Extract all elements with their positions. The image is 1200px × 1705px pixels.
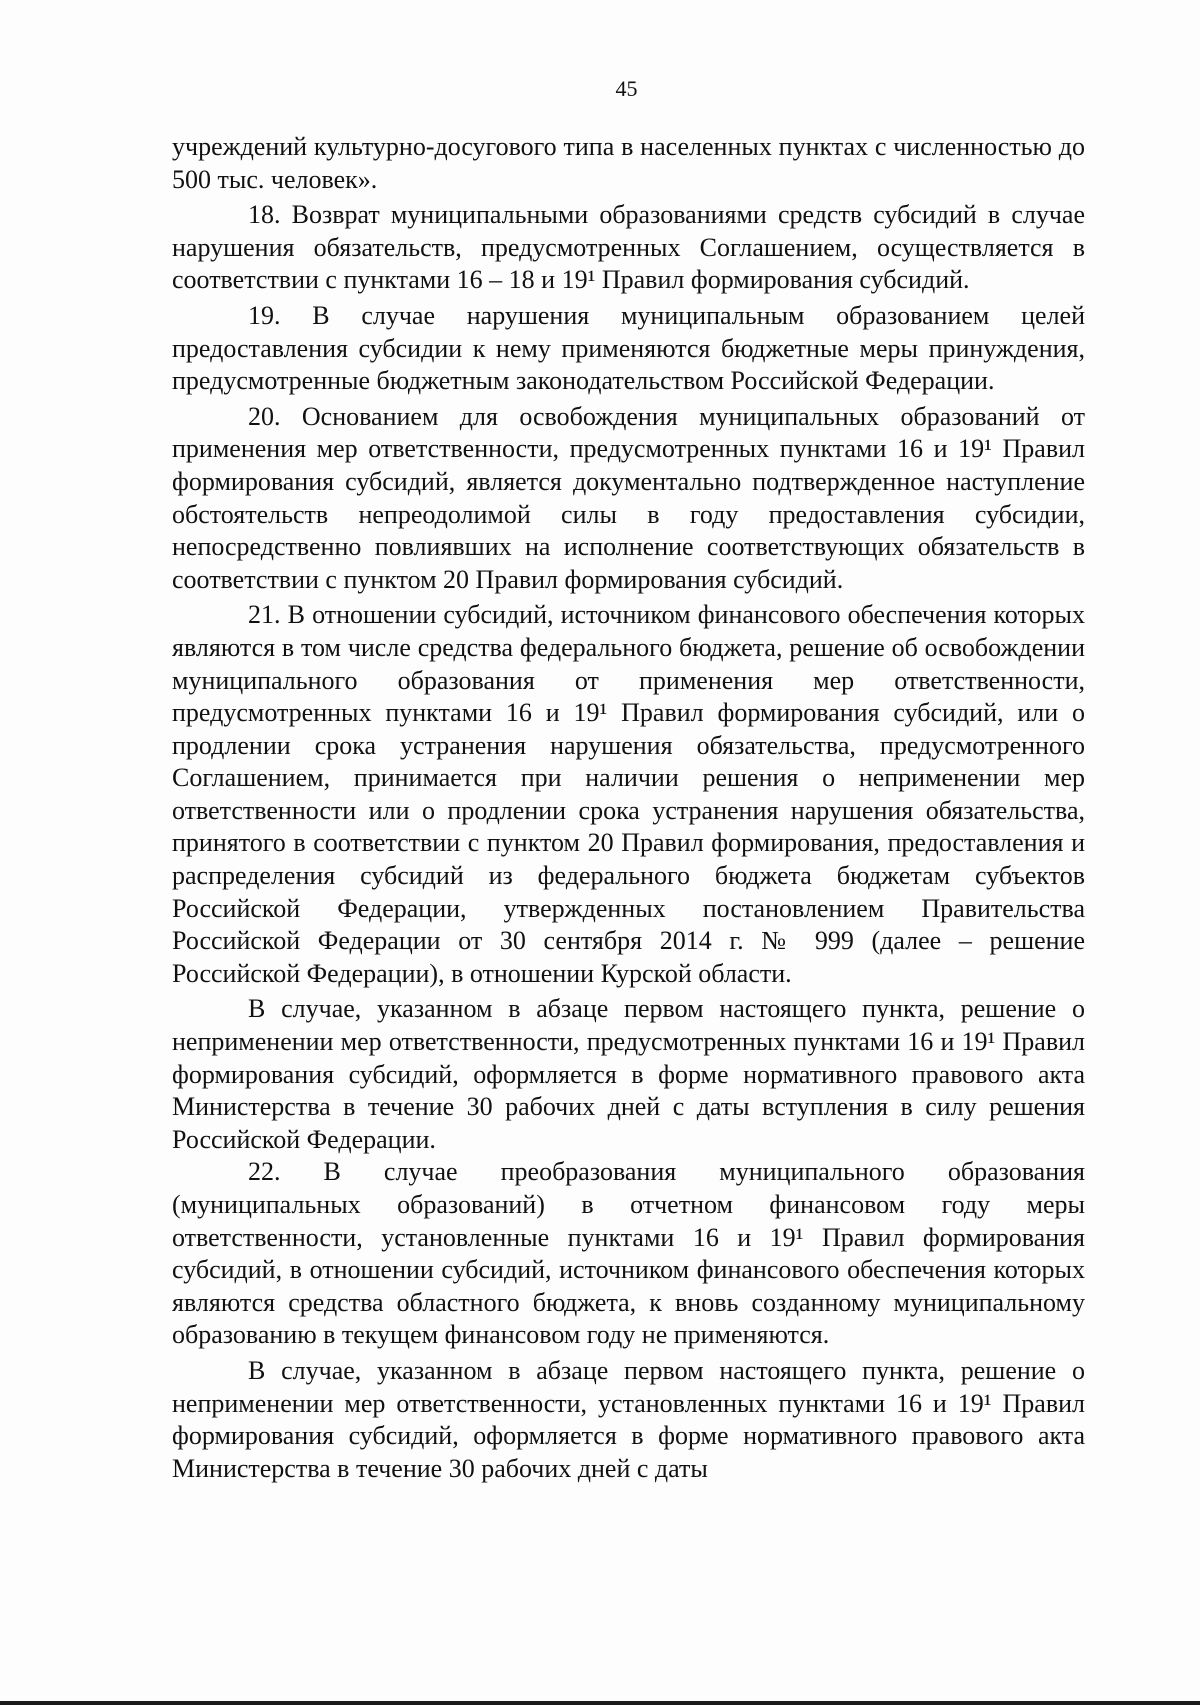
- document-body: [172, 131, 1085, 1485]
- paragraph-19: 19. В случае нарушения муниципальным образованием целей предоставления субсидии к нему применяются бюджетные меры принуждения, предусмотренные бюджетным законодательством Российской Федерации.: [172, 300, 1085, 396]
- page-number: 45: [615, 76, 638, 101]
- paragraph-continuation: учреждений культурно-досугового типа в населенных пунктах с численностью до 500 тыс. человек».: [172, 132, 1085, 194]
- paragraph-18: 18. Возврат муниципальными образованиями средств субсидий в случае нарушения обязательств, предусмотренных Соглашением, осуществляется в соответствии с пунктами 16 – 18 и 19¹ Правил формирования субсидий.: [172, 200, 1085, 295]
- paragraph-22-second: В случае, указанном в абзаце первом настоящего пункта, решение о неприменении мер ответственности, установленных пунктами 16 и 19¹ Правил формирования субсидий, оформляется в форме нормативного правового акта Министерства в течение 30 рабочих дней с даты: [172, 1355, 1085, 1483]
- paragraph-22: 22. В случае преобразования муниципального образования (муниципальных образований) в отчетном финансовом году меры ответственности, установленные пунктами 16 и 19¹ Правил формирования субсидий, в отношении субсидий, источником финансового обеспечения которых являются средства областного бюджета, к вновь созданному муниципальному образованию в текущем финансовом году не применяются.: [172, 1157, 1085, 1350]
- paragraph-21: 21. В отношении субсидий, источником финансового обеспечения которых являются в том числе средства федерального бюджета, решение об освобождении муниципального образования от применения мер ответственности, предусмотренных пунктами 16 и 19¹ Правил формирования субсидий, или о продлении срока устранения нарушения обязательства, предусмотренного Соглашением, принимается при наличии решения о неприменении мер ответственности или о продлении срока устранения нарушения обязательства, принятого в соответствии с пунктом 20 Правил формирования, предоставления и распределения субсидий из федерального бюджета бюджетам субъектов Российской Федерации, утвержденных постановлением Правительства Российской Федерации от 30 сентября 2014 г. № 999 (далее – решение Российской Федерации), в отношении Курской области.: [172, 600, 1085, 988]
- scan-edge-line: [0, 1701, 1200, 1705]
- paragraph-21-second: В случае, указанном в абзаце первом настоящего пункта, решение о неприменении мер ответственности, предусмотренных пунктами 16 и 19¹ Правил формирования субсидий, оформляется в форме нормативного правового акта Министерства в течение 30 рабочих дней с даты вступления в силу решения Российской Федерации.: [172, 994, 1085, 1154]
- paragraph-20: 20. Основанием для освобождения муниципальных образований от применения мер ответственности, предусмотренных пунктами 16 и 19¹ Правил формирования субсидий, является документально подтвержденное наступление обстоятельств непреодолимой силы в году предоставления субсидии, непосредственно повлиявших на исполнение соответствующих обязательств в соответствии с пунктом 20 Правил формирования субсидий.: [172, 401, 1085, 594]
